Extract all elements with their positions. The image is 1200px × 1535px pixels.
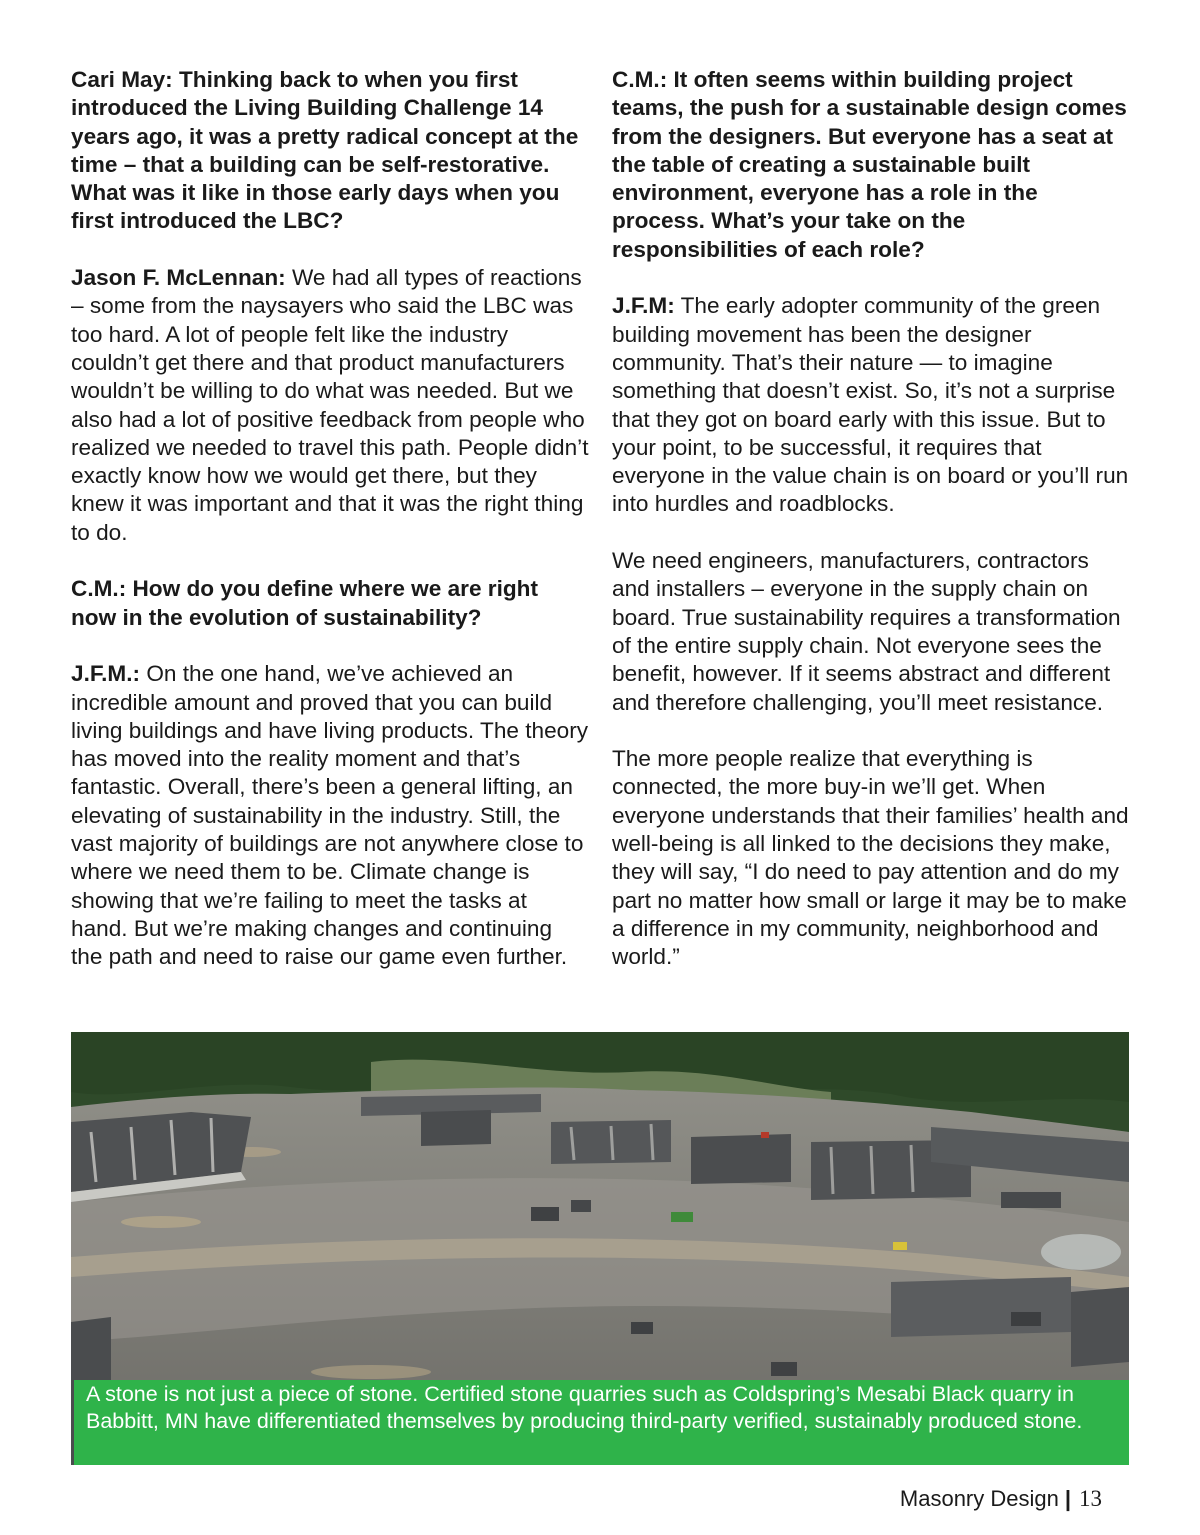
page-number: 13 [1079,1486,1102,1511]
answer-3-paragraph-2: We need engineers, manufacturers, contractors and installers – everyone in the supply chain on board. True sustainability requires a transformation of the entire supply chain. Not everyone sees the benefit, however. If it seems abstract and different and therefore challenging, you’ll meet resistance. [612,548,1121,715]
footer-separator: | [1064,1486,1071,1511]
answer-1-text: We had all types of reactions – some from the naysayers who said the LBC was too hard. A lot of people felt like the industry couldn’t get there and that product manufacturers wouldn’t be willing to do what was needed. But we also had a lot of positive feedback from people who realized we needed to travel this path. People didn’t exactly know how we would get there, but they knew it was important and that it was the right thing to do. [71,265,589,545]
answer-2 [71,660,589,971]
publication-name: Masonry Design [899,1486,1059,1511]
answer-2-speaker: J.F.M.: [71,661,141,687]
answer-3-speaker: J.F.M: [612,293,675,319]
answer-3 [612,292,1130,518]
photo-caption: A stone is not just a piece of stone. Certified stone quarries such as Coldspring’s Mesabi Black quarry in Babbitt, MN have differentiated themselves by producing third-party verified, sustainably produced stone. [74,1380,1129,1465]
answer-1 [71,264,589,547]
page-footer [900,1486,1102,1512]
left-column [71,66,589,1000]
right-column [612,66,1130,1000]
question-3: C.M.: It often seems within building project teams, the push for a sustainable design comes from the designers. But everyone has a seat at the table of creating a sustainable built environment, everyone has a role in the process. What’s your take on the responsibilities of each role? [612,67,1127,262]
answer-2-text: On the one hand, we’ve achieved an incredible amount and proved that you can build living buildings and have living products. The theory has moved into the reality moment and that’s fantastic. Overall, there’s been a general lifting, an elevating of sustainability in the industry. Still, the vast majority of buildings are not anywhere close to where we need them to be. Climate change is showing that we’re failing to meet the tasks at hand. But we’re making changes and continuing the path and need to raise our game even further. [71,661,589,970]
question-2: C.M.: How do you define where we are right now in the evolution of sustainability? [71,576,538,630]
answer-1-speaker: Jason F. McLennan: [71,265,286,291]
answer-3-paragraph-3: The more people realize that everything is connected, the more buy-in we’ll get. When everyone understands that their families’ health and well-being is all linked to the decisions they make, they will say, “I do need to pay attention and do my part no matter how small or large it may be to make a difference in my community, neighborhood and world.” [612,746,1129,970]
answer-3-text: The early adopter community of the green building movement has been the designer community. That’s their nature — to imagine something that doesn’t exist. So, it’s not a surprise that they got on board early with this issue. But to your point, to be successful, it requires that everyone in the value chain is on board or you’ll run into hurdles and roadblocks. [612,293,1129,517]
question-1: Cari May: Thinking back to when you first introduced the Living Building Challenge 14 years ago, it was a pretty radical concept at the time – that a building can be self-restorative. What was it like in those early days when you first introduced the LBC? [71,67,579,234]
